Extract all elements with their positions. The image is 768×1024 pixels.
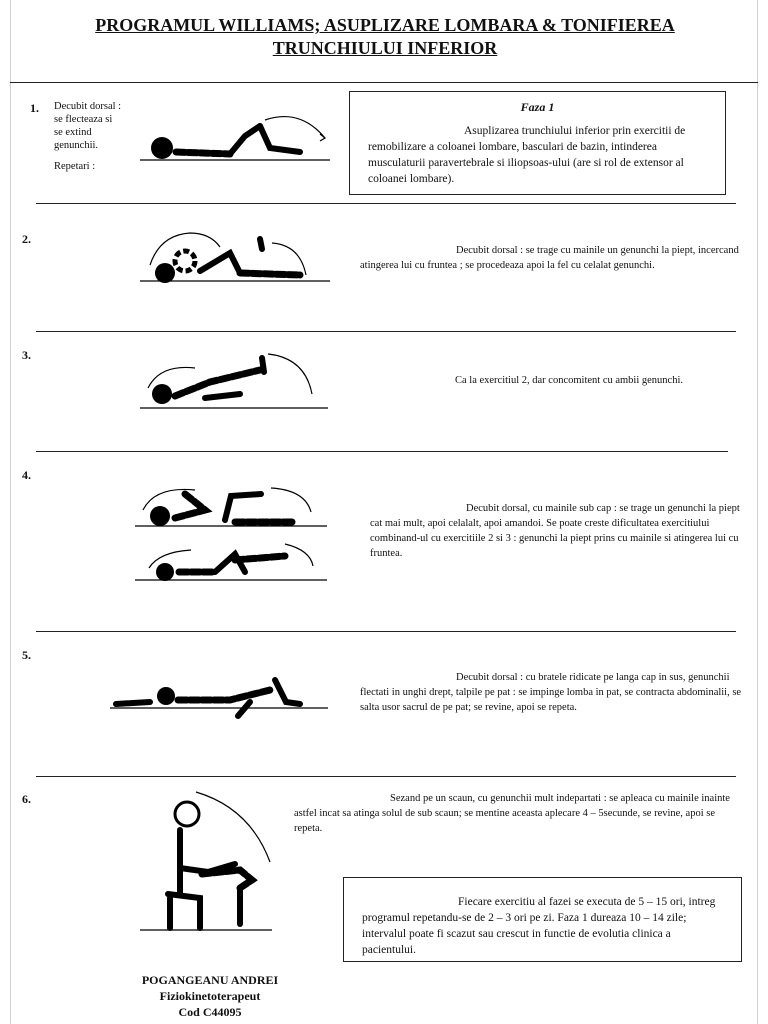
exercise-6-figure [140,788,280,938]
note-text [362,894,727,958]
signature-block [110,972,310,1020]
exercise-number-4: 4. [22,468,31,482]
signature-role: Fiziokinetoterapeut [159,989,261,1003]
exercise-2-text: Decubit dorsal : se trage cu mainile un genunchi la piept, incercand atingerea lui cu fruntea ; se procedeaza apoi la fel cu celalat genunchi. [360,245,739,271]
phase-text-content: Asuplizarea trunchiului inferior prin exercitii de remobilizare a coloanei lombare, basculari de bazin, intinderea musculaturii paravertebrale si iliopsoas-ului (are si rol de extensor al coloanei lombare). [368,125,686,185]
exercise-1-repetitions-label: Repetari : [54,161,96,172]
phase-box [349,91,726,195]
exercise-3-figure [140,350,340,412]
exercise-4-figure [135,480,335,588]
phase-text [368,123,713,187]
document-title: PROGRAMUL WILLIAMS; ASUPLIZARE LOMBARA & TONIFIEREA TRUNCHIULUI INFERIOR [95,15,675,58]
exercise-5-description [360,670,745,715]
exercise-5-figure [110,672,335,722]
exercise-1-label-line: se extind [54,127,92,138]
exercise-4-text: Decubit dorsal, cu mainile sub cap : se trage un genunchi la piept cat mai mult, apoi celalalt, apoi amandoi. Se poate creste dificultatea exercitiului combinand-ul cu exercitiile 2 si 3 : genunchi la piept prins cu mainile si atingerea lui cu fruntea. [370,503,740,559]
exercise-2-description [360,243,740,273]
divider-1 [36,203,736,204]
exercise-1-label-line: se flecteaza si [54,114,113,125]
exercise-number-1: 1. [30,101,39,115]
exercise-6-text: Sezand pe un scaun, cu genunchii mult indepartati : se apleaca cu mainile inainte astfel incat sa atinga solul de sub scaun; se mentine aceasta aplecare 4 – 5secunde, se revine, apoi se repeta. [294,793,730,834]
exercise-number-6: 6. [22,792,31,806]
exercise-6-description [294,791,739,836]
exercise-number-3: 3. [22,348,31,362]
page-edge-left [10,0,11,1024]
exercise-4-description [370,501,745,561]
exercise-3-description: Ca la exercitiul 2, dar concomitent cu ambii genunchi. [455,375,684,386]
exercise-1-figure [140,108,340,168]
note-text-content: Fiecare exercitiu al fazei se executa de 5 – 15 ori, intreg programul repetandu-se de 2 – 3 ori pe zi. Faza 1 dureaza 10 – 14 zile; intervalul poate fi scazut sau crescut in functie de evolutia clinica a pacientului. [362,896,716,956]
exercise-number-2: 2. [22,232,31,246]
exercise-5-text: Decubit dorsal : cu bratele ridicate pe langa cap in sus, genunchii flectati in unghi drept, talpile pe pat : se impinge lomba in pat, se contracta abdominalii, se salta usor sacrul de pe pat; se revine, apoi se repeta. [360,672,742,713]
divider-5 [36,776,736,777]
divider-4 [36,631,736,632]
page-edge-right [757,0,758,1024]
divider-3 [36,451,728,452]
exercise-number-5: 5. [22,648,31,662]
note-box [343,877,742,962]
signature-code: Cod C44095 [178,1005,242,1019]
exercise-1-label [54,100,144,173]
divider-2 [36,331,736,332]
exercise-1-label-line: genunchii. [54,140,99,151]
exercise-1-label-line: Decubit dorsal : [54,101,122,112]
exercise-2-figure [140,225,340,287]
top-rule [10,82,758,83]
signature-name: POGANGEANU ANDREI [141,973,279,987]
phase-heading: Faza 1 [520,100,555,114]
